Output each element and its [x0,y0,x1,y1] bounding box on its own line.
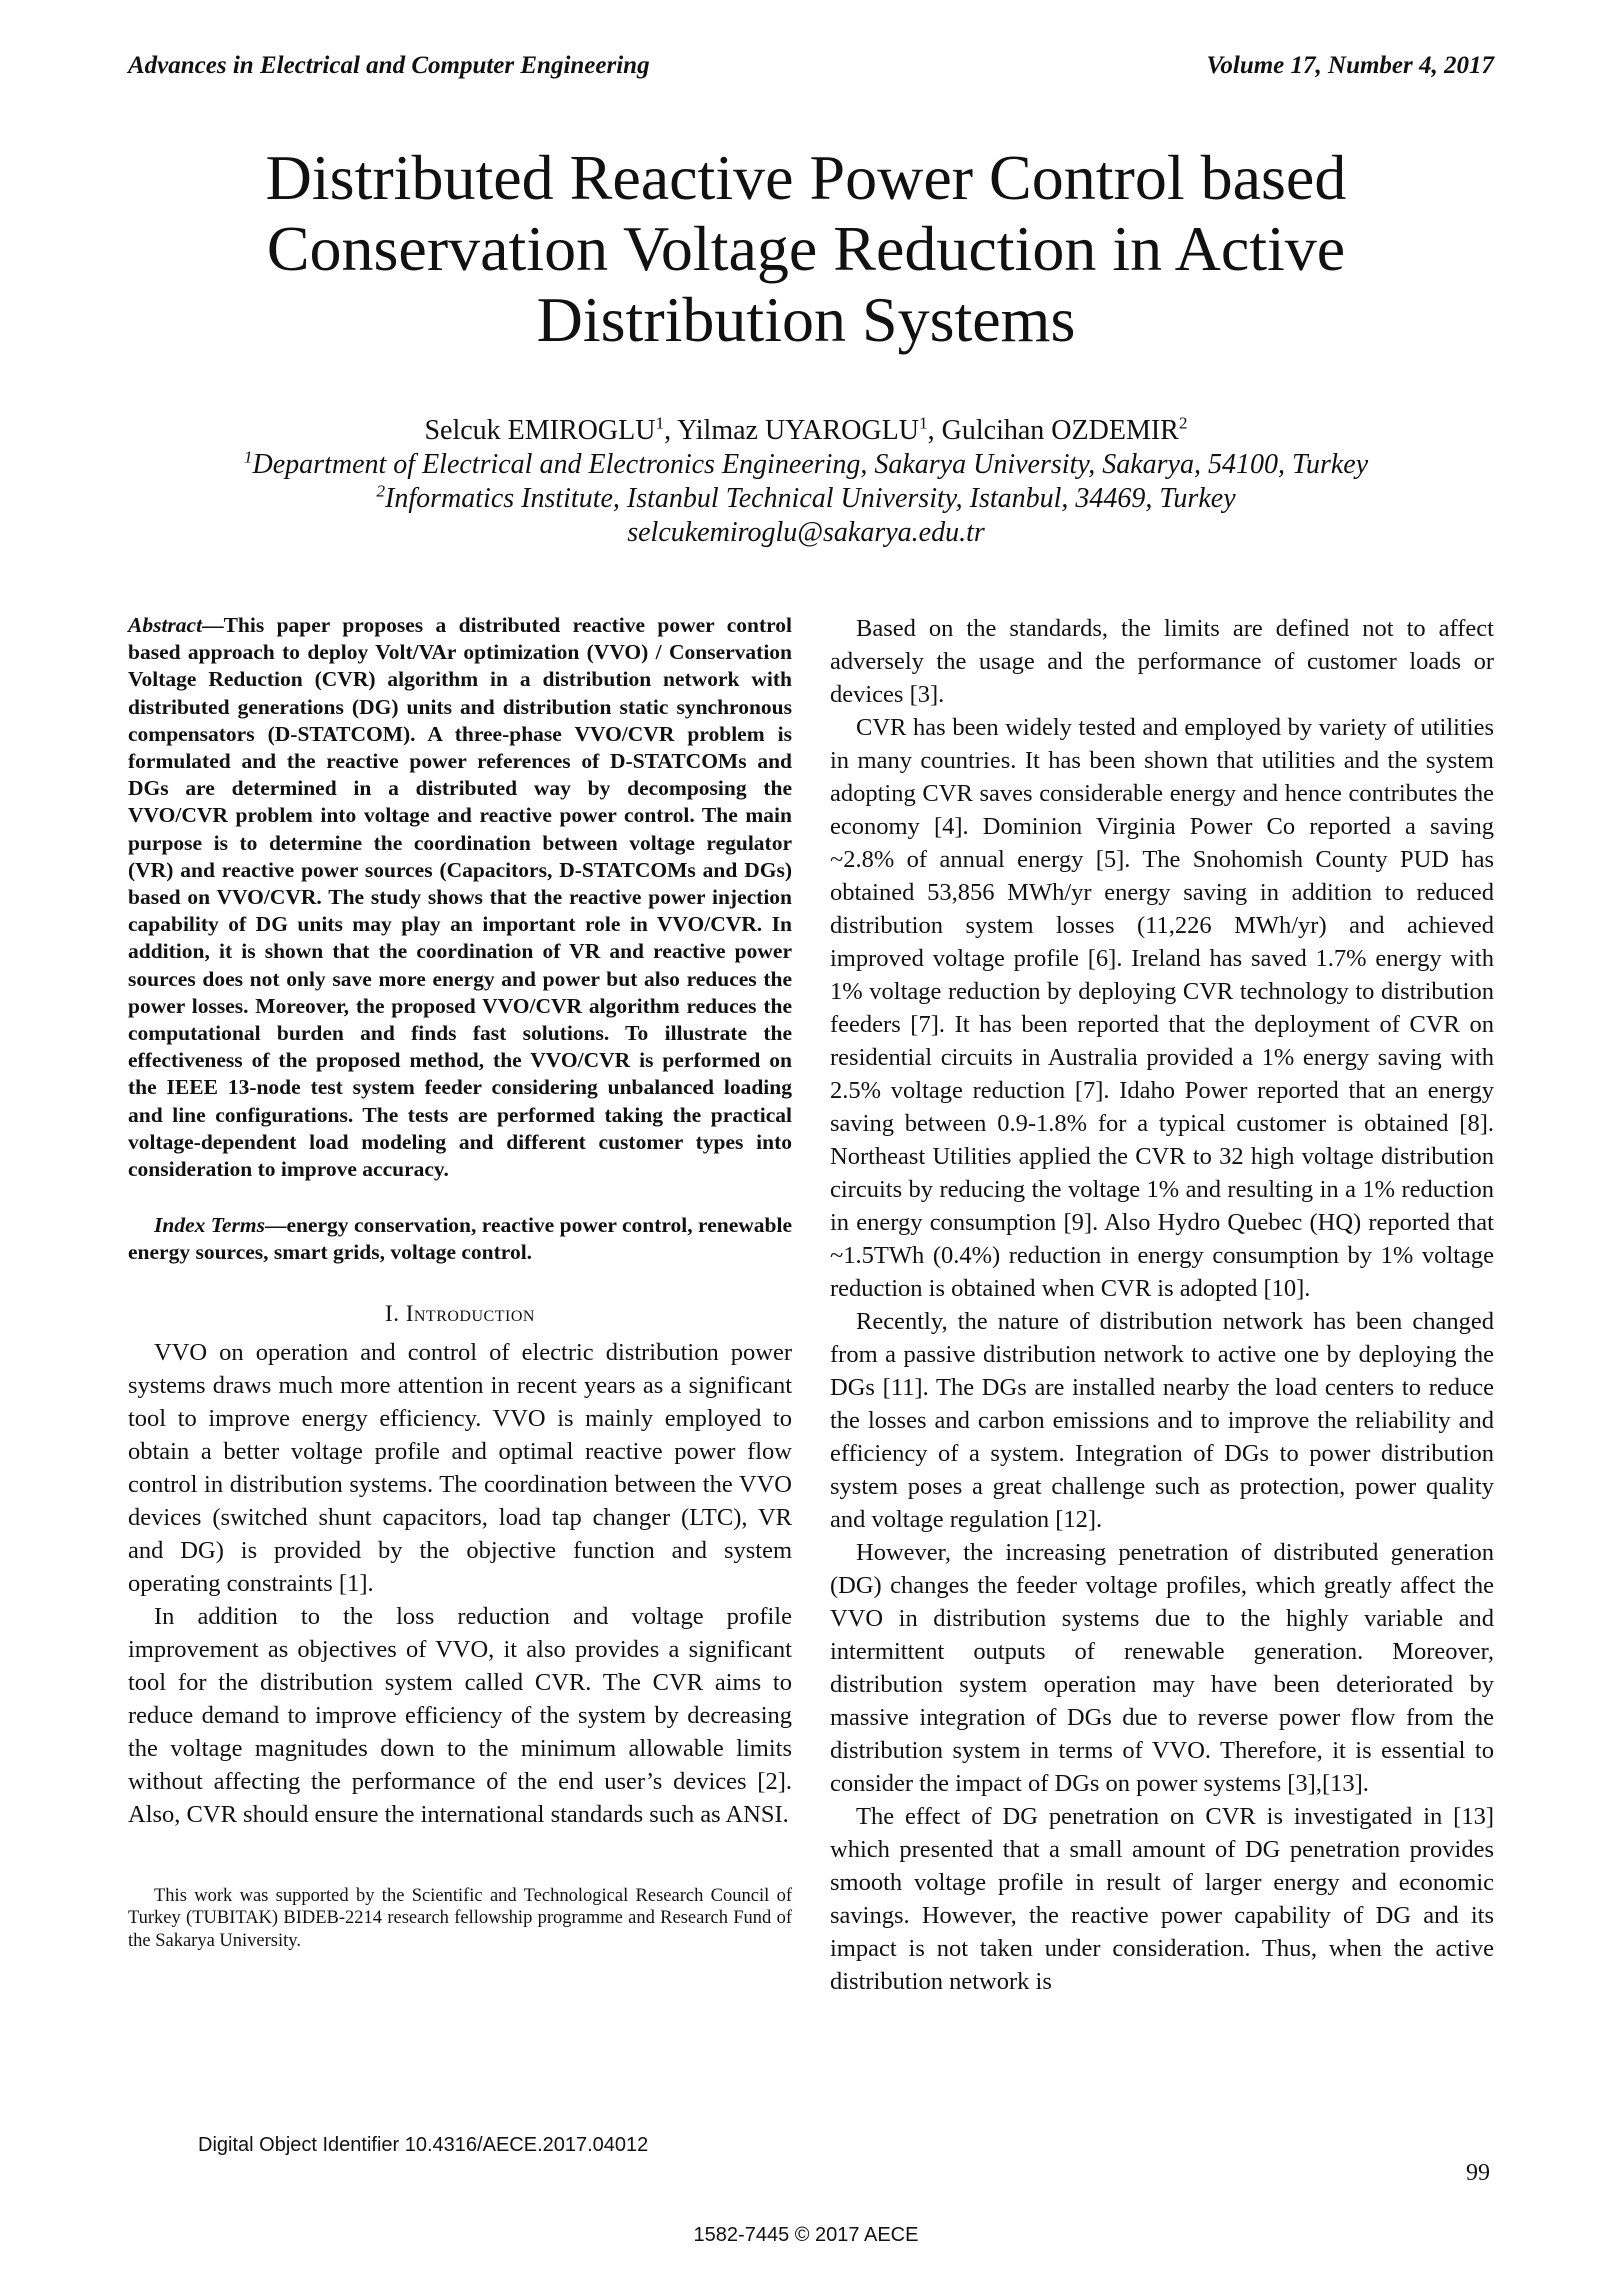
author-3-affil: 2 [1178,413,1188,433]
abstract [128,612,792,1183]
author-3: , Gulcihan OZDEMIR [927,415,1179,446]
volume-info: Volume 17, Number 4, 2017 [1206,52,1494,79]
author-names [150,414,1462,448]
title-line-1: Distributed Reactive Power Control based [265,142,1347,213]
author-1: Selcuk EMIROGLU [424,415,656,446]
abstract-lead: Abstract [128,613,203,637]
running-header [128,52,1494,80]
title-line-2: Conservation Voltage Reduction in Active [266,213,1346,284]
paper-title [150,142,1462,355]
body-paragraph: However, the increasing penetration of distributed generation (DG) changes the feeder voltage profiles, which greatly affect the VVO in distribution systems due to the highly variable and intermittent outputs of renewable generation. Moreover, distribution system operation may have been deteriorated by massive integration of DGs due to reverse power flow from the distribution system in terms of VVO. Therefore, it is essential to consider the impact of DGs on power systems [3],[13]. [830,1539,1494,1797]
author-block [150,414,1462,550]
body-paragraph: The effect of DG penetration on CVR is investigated in [13] which presented that a small amount of DG penetration provides smooth voltage profile in result of larger energy and economic savings. However, the reactive power capability of DG and its impact is not taken under consideration. Thus, when the active distribution network is [830,1803,1494,1995]
section-heading-introduction: I. Introduction [385,1300,535,1326]
index-terms [128,1212,792,1266]
abstract-text: —This paper proposes a distributed reactive power control based approach to deploy Volt/VAr optimization (VVO) / Conservation Voltage Reduction (CVR) algorithm in a distribution network with distributed generations (DG) units and distribution static synchronous compensators (D-STATCOM). A three-phase VVO/CVR problem is formulated and the reactive power references of D-STATCOMs and DGs are determined in a distributed way by decomposing the VVO/CVR problem into voltage and reactive power control. The main purpose is to determine the coordination between voltage regulator (VR) and reactive power sources (Capacitors, D-STATCOMs and DGs) based on VVO/CVR. The study shows that the reactive power injection capability of DG units may play an important role in VVO/CVR. In addition, it is shown that the coordination of VR and reactive power sources does not only save more energy and power but also reduces the power losses. Moreover, the proposed VVO/CVR algorithm reduces the computational burden and finds fast solutions. To illustrate the effectiveness of the proposed method, the VVO/CVR is performed on the IEEE 13-node test system feeder considering unbalanced loading and line configurations. The tests are performed taking the practical voltage-dependent load modeling and different customer types into consideration to improve accuracy. [128,613,792,1182]
body-paragraph: Based on the standards, the limits are defined not to affect adversely the usage and the performance of customer loads or devices [3]. [830,615,1494,708]
left-column [128,612,792,1952]
right-column [830,612,1494,1998]
author-2: , Yilmaz UYAROGLU [664,415,919,446]
page-number: 99 [1466,2160,1490,2186]
journal-name: Advances in Electrical and Computer Engineering [128,52,650,79]
affiliation-2: $^2$Informatics Institute, Istanbul Technical University, Istanbul, 34469, Turkey [376,481,1236,514]
index-terms-lead: Index Terms [154,1213,265,1238]
affiliation-1: $^1$Department of Electrical and Electronics Engineering, Sakarya University, Sakarya, 54100, Turkey [243,447,1369,480]
funding-footnote: This work was supported by the Scientific and Technological Research Council of Turkey (TUBITAK) BIDEB-2214 research fellowship programme and Research Fund of the Sakarya University. [128,1885,792,1951]
body-paragraph: VVO on operation and control of electric distribution power systems draws much more attention in recent years as a significant tool to improve energy efficiency. VVO is mainly employed to obtain a better voltage profile and optimal reactive power flow control in distribution systems. The coordination between the VVO devices (switched shunt capacitors, load tap changer (LTC), VR and DG) is provided by the objective function and system operating constraints [1]. [128,1338,792,1597]
author-2-affil: 1 [918,413,928,433]
author-1-affil: 1 [655,413,665,433]
index-terms-text: —energy conservation, reactive power control, renewable energy sources, smart grids, voltage control. [128,1213,792,1265]
title-line-3: Distribution Systems [536,284,1076,355]
doi[interactable]: Digital Object Identifier 10.4316/AECE.2017.04012 [198,2134,649,2156]
author-email[interactable]: selcukemiroglu@sakarya.edu.tr [627,517,985,548]
body-paragraph: In addition to the loss reduction and voltage profile improvement as objectives of VVO, it also provides a significant tool for the distribution system called CVR. The CVR aims to reduce demand to improve efficiency of the system by decreasing the voltage magnitudes down to the minimum allowable limits without affecting the performance of the end user’s devices [2]. Also, CVR should ensure the international standards such as ANSI. [128,1602,792,1828]
body-paragraph: Recently, the nature of distribution network has been changed from a passive distribution network to active one by deploying the DGs [11]. The DGs are installed nearby the load centers to reduce the losses and carbon emissions and to improve the reliability and efficiency of a system. Integration of DGs to power distribution system poses a great challenge such as protection, power quality and voltage regulation [12]. [830,1308,1494,1533]
copyright: 1582-7445 © 2017 AECE [693,2224,919,2246]
body-paragraph: CVR has been widely tested and employed by variety of utilities in many countries. It has been shown that utilities and the system adopting CVR saves considerable energy and hence contributes the economy [4]. Dominion Virginia Power Co reported a saving ~2.8% of annual energy [5]. The Snohomish County PUD has obtained 53,856 MWh/yr energy saving in addition to reduced distribution system losses (11,226 MWh/yr) and achieved improved voltage profile [6]. Ireland has saved 1.7% energy with 1% voltage reduction by deploying CVR technology to distribution feeders [7]. It has been reported that the deployment of CVR on residential circuits in Australia provided a 1% energy saving with 2.5% voltage reduction [7]. Idaho Power reported that an energy saving between 0.9-1.8% for a typical customer is obtained [8]. Northeast Utilities applied the CVR to 32 high voltage distribution circuits by reducing the voltage 1% and resulting in a 1% reduction in energy consumption [9]. Also Hydro Quebec (HQ) reported that ~1.5TWh (0.4%) reduction in energy consumption by 1% voltage reduction is obtained when CVR is adopted [10]. [830,714,1494,1302]
